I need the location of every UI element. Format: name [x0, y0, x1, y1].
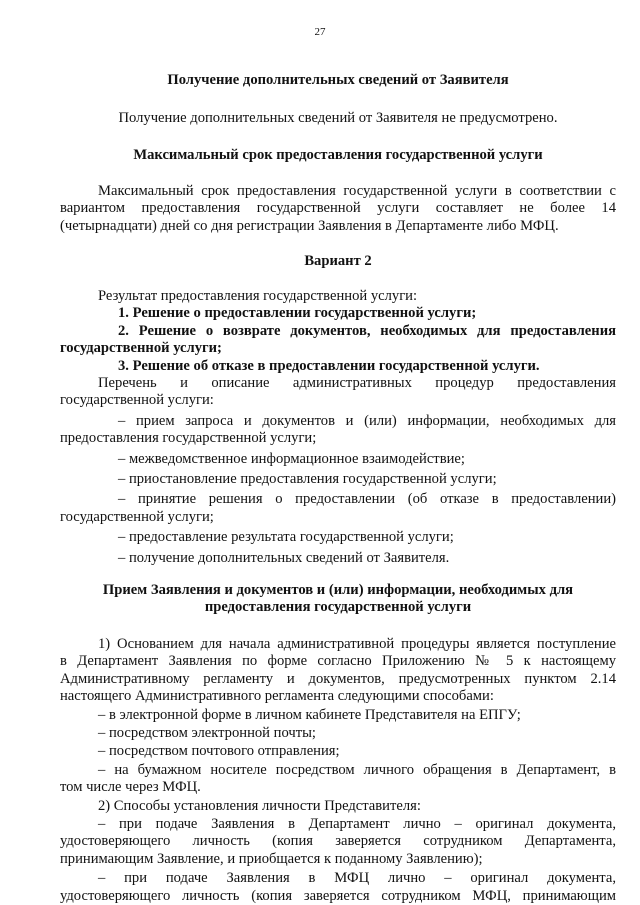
text-line: государственной услуги;: [60, 508, 214, 525]
method-item-2: – посредством электронной почты;: [98, 725, 316, 742]
result-item-1: 1. Решение о предоставлении государственной услуги;: [118, 305, 477, 322]
identity-item-2: – при подаче Заявления в МФЦ лично – оригинал документа,: [98, 870, 616, 887]
paragraph-intake: [60, 636, 616, 905]
paragraph-identity: 2) Способы установления личности Представителя:: [98, 797, 421, 814]
method-item-1: – в электронной форме в личном кабинете Представителя на ЕПГУ;: [98, 706, 521, 723]
procedure-item-1: – прием запроса и документов и (или) информации, необходимых для: [118, 412, 616, 429]
text-line: 1) Основанием для начала административной процедуры является поступление: [98, 636, 616, 652]
text-line: предоставления государственной услуги: [204, 599, 472, 616]
text-line: Прием Заявления и документов и (или) информации, необходимых для: [102, 582, 574, 598]
heading-variant-2: Вариант 2: [304, 253, 372, 269]
text-line: удостоверяющего личность (копия заверяется сотрудником МФЦ, принимающим: [60, 887, 616, 904]
heading-application-intake: [60, 582, 616, 617]
result-item-3: 3. Решение об отказе в предоставлении государственной услуги.: [118, 357, 540, 374]
text-line: государственной услуги:: [60, 392, 214, 409]
text-line: принимающим Заявление, и приобщается к поданному Заявлению);: [60, 850, 483, 867]
procedure-item-2: – межведомственное информационное взаимодействие;: [118, 450, 465, 467]
text-line: Результат предоставления государственной услуги:: [98, 288, 418, 304]
text-line: том числе через МФЦ.: [60, 779, 201, 796]
identity-item-1: – при подаче Заявления в Департамент лично – оригинал документа,: [98, 816, 616, 833]
procedure-item-3: – приостановление предоставления государственной услуги;: [118, 471, 497, 488]
procedure-item-6: – получение дополнительных сведений от Заявителя.: [118, 549, 450, 566]
paragraph-additional-info: Получение дополнительных сведений от Заявителя не предусмотрено.: [118, 110, 558, 126]
heading-additional-info: Получение дополнительных сведений от Заявителя: [167, 72, 509, 88]
result-block: [60, 288, 616, 567]
text-line: Перечень и описание административных процедур предоставления: [98, 375, 616, 392]
method-item-4: – на бумажном носителе посредством личного обращения в Департамент, в: [98, 761, 616, 778]
method-item-3: – посредством почтового отправления;: [98, 743, 340, 760]
text-line: государственной услуги;: [60, 340, 222, 357]
text-line: предоставления государственной услуги;: [60, 430, 317, 447]
text-line: вариантом предоставления государственной услуги составляет не более 14: [60, 200, 616, 217]
procedure-item-5: – предоставление результата государственной услуги;: [118, 529, 454, 546]
procedure-item-4: – принятие решения о предоставлении (об отказе в предоставлении): [118, 491, 616, 508]
text-line: (четырнадцати) дней со дня регистрации Заявления в Департаменте либо МФЦ.: [60, 217, 559, 234]
text-line: удостоверяющего личность (копия заверяется сотрудником Департамента,: [60, 833, 616, 850]
text-line: в Департамент Заявления по форме согласно Приложению № 5 к настоящему: [60, 653, 616, 670]
heading-max-term: Максимальный срок предоставления государственной услуги: [133, 147, 543, 163]
text-line: настоящего Административного регламента следующими способами:: [60, 688, 494, 705]
text-line: Максимальный срок предоставления государственной услуги в соответствии с: [98, 183, 616, 199]
paragraph-max-term: [60, 183, 616, 235]
text-line: Административному регламенту и документов, предусмотренных пунктом 2.14: [60, 670, 616, 687]
result-item-2: 2. Решение о возврате документов, необходимых для предоставления: [118, 322, 616, 339]
page-number: 27: [314, 26, 326, 38]
